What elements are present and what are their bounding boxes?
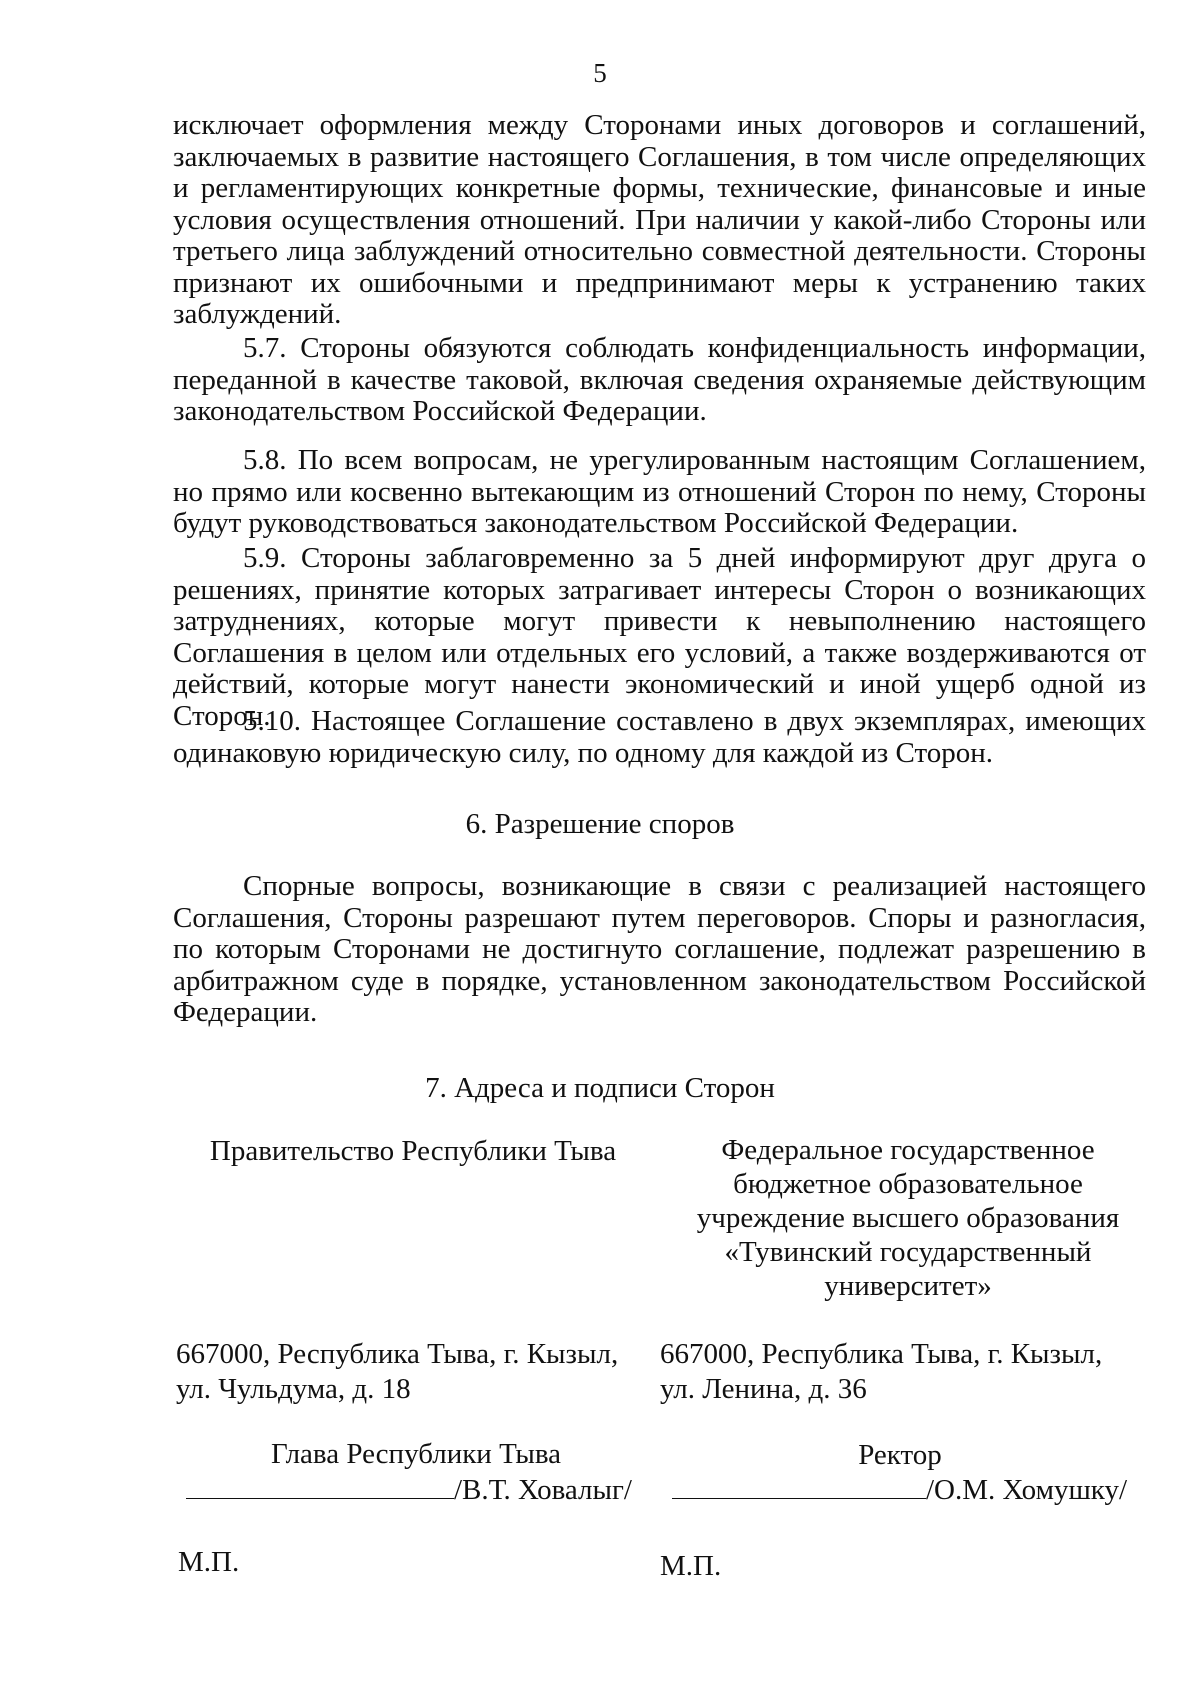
right-party-line: «Тувинский государственный [724,1236,1092,1268]
right-party-line: учреждение высшего образования [696,1202,1120,1234]
left-signatory-name: /В.Т. Ховалыг/ [454,1474,632,1506]
signature-blank [186,1472,454,1499]
right-signature-line [672,1472,1127,1507]
paragraph-5-8: 5.8. По всем вопросам, не урегулированным настоящим Соглашением, но прямо или косвенно вытекающим из отношений Сторон по нему, Стороны будут руководствоваться законодательством Российской Федерации. [173,444,1146,539]
page-number: 5 [593,58,607,88]
section-6-text: Спорные вопросы, возникающие в связи с реализацией настоящего Соглашения, Стороны разрешают путем переговоров. Споры и разногласия, по которым Сторонами не достигнуто соглашение, подлежат разрешению в арбитражном суде в порядке, установленном законодательством Российской Федерации. [173,870,1146,1028]
left-signature-line [186,1472,632,1507]
section-7-heading: 7. Адреса и подписи Сторон [425,1072,775,1104]
left-address-line: ул. Чульдума, д. 18 [176,1373,411,1405]
right-party-line: Федеральное государственное [721,1134,1095,1166]
right-party-name [670,1133,1146,1303]
right-address-line: ул. Ленина, д. 36 [660,1373,867,1405]
paragraph-5-10: 5.10. Настоящее Соглашение составлено в двух экземплярах, имеющих одинаковую юридическую силу, по одному для каждой из Сторон. [173,705,1146,769]
paragraph-5-7: 5.7. Стороны обязуются соблюдать конфиденциальность информации, переданной в качестве таковой, включая сведения охраняемые действующим законодательством Российской Федерации. [173,332,1146,427]
left-party-name: Правительство Республики Тыва [209,1135,617,1167]
left-address-line: 667000, Республика Тыва, г. Кызыл, [176,1338,619,1370]
left-signatory-position: Глава Республики Тыва [270,1438,562,1470]
right-address [660,1337,1102,1407]
paragraph-intro: исключает оформления между Сторонами иных договоров и соглашений, заключаемых в развитие настоящего Соглашения, в том числе определяющих и регламентирующих конкретные формы, технические, финансовые и иные условия осуществления отношений. При наличии у какой-либо Стороны или третьего лица заблуждений относительно совместной деятельности. Стороны признают их ошибочными и предпринимают меры к устранению таких заблуждений. [173,109,1146,330]
right-signatory-name: /О.М. Хомушку/ [926,1474,1128,1506]
right-signatory-position: Ректор [858,1439,942,1471]
paragraph-5-9: 5.9. Стороны заблаговременно за 5 дней информируют друг друга о решениях, принятие которых затрагивает интересы Сторон о возникающих затруднениях, которые могут привести к невыполнению настоящего Соглашения в целом или отдельных его условий, а также воздерживаются от действий, которые могут нанести экономический и иной ущерб одной из Сторон. [173,542,1146,732]
right-party-line: бюджетное образовательное [733,1168,1083,1200]
section-6-heading: 6. Разрешение споров [465,808,735,840]
right-address-line: 667000, Республика Тыва, г. Кызыл, [660,1338,1103,1370]
signature-blank [672,1472,926,1499]
right-party-line: университет» [824,1270,992,1302]
left-address [176,1337,618,1407]
right-seal-placeholder: М.П. [660,1550,722,1582]
left-seal-placeholder: М.П. [178,1546,240,1578]
